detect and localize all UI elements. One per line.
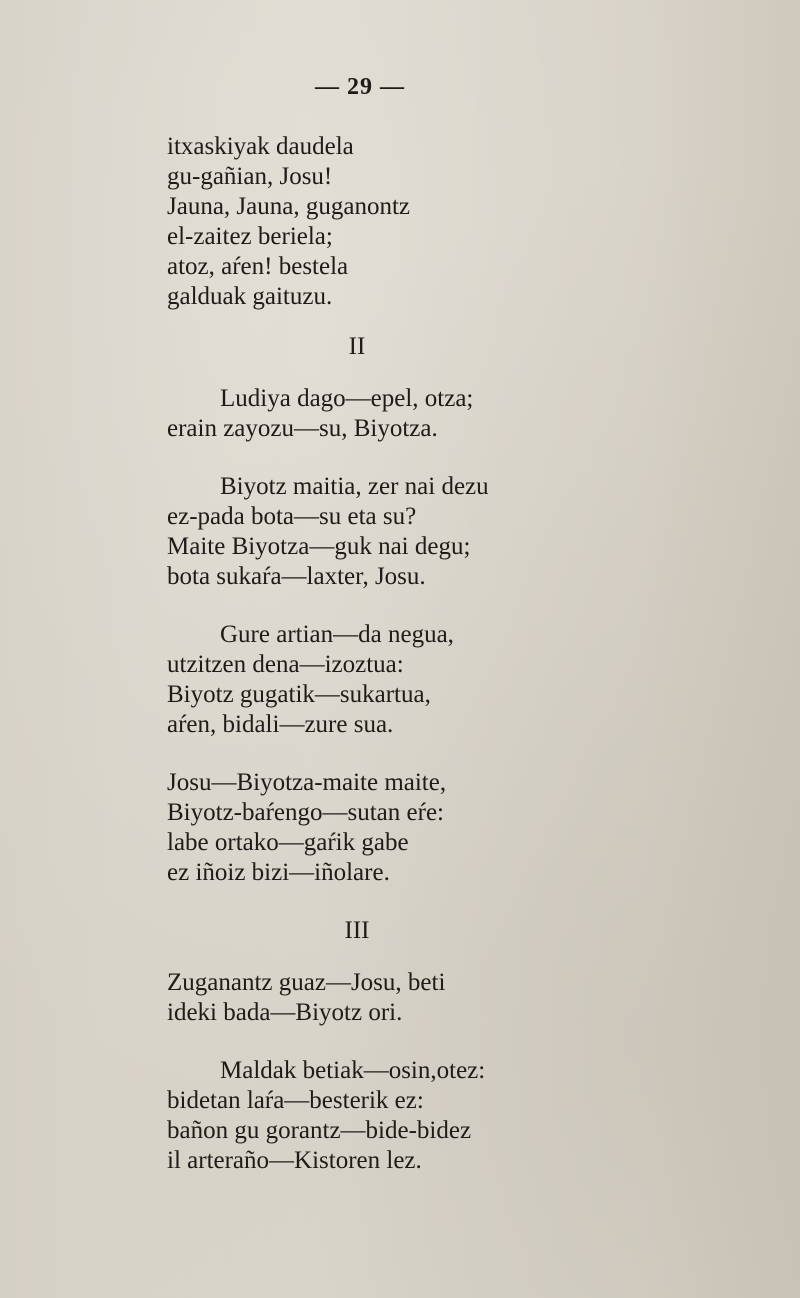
page-number: — 29 —	[315, 74, 405, 100]
verse-line: ez iñoiz bizi—iñolare.	[167, 859, 390, 886]
verse-line: Maite Biyotza—guk nai degu;	[167, 533, 471, 560]
stanza-ii-4	[167, 768, 587, 888]
verse-line: galduak gaituzu.	[167, 283, 333, 310]
verse-line: atoz, aŕen! bestela	[167, 253, 349, 280]
verse-line: Biyotz-baŕengo—sutan eŕe:	[167, 799, 444, 826]
verse-line: erain zayozu—su, Biyotza.	[167, 415, 438, 442]
section-heading-ii: II	[348, 333, 366, 360]
verse-line: Biyotz gugatik—sukartua,	[167, 681, 431, 708]
verse-line: ez-pada bota—su eta su?	[167, 503, 417, 530]
poem-text	[167, 132, 587, 1204]
verse-line: ideki bada—Biyotz ori.	[167, 999, 403, 1026]
verse-line: Biyotz maitia, zer nai dezu	[220, 473, 489, 500]
verse-line: bañon gu gorantz—bide-bidez	[167, 1117, 472, 1144]
stanza-iii-1	[167, 968, 587, 1028]
verse-line: Zuganantz guaz—Josu, beti	[167, 969, 446, 996]
verse-line: bidetan laŕa—besterik ez:	[167, 1087, 424, 1114]
verse-line: Ludiya dago—epel, otza;	[220, 385, 474, 412]
section-heading-iii: III	[344, 917, 370, 944]
verse-line: itxaskiyak daudela	[167, 133, 354, 160]
verse-line: Gure artian—da negua,	[220, 621, 454, 648]
stanza-ii-2	[167, 472, 587, 592]
verse-line: utzitzen dena—izoztua:	[167, 651, 404, 678]
verse-line: labe ortako—gaŕik gabe	[167, 829, 409, 856]
verse-line: Josu—Biyotza-maite maite,	[167, 769, 447, 796]
verse-line: Maldak betiak—osin,otez:	[220, 1057, 486, 1084]
verse-line: gu-gañian, Josu!	[167, 163, 333, 190]
verse-line: bota sukaŕa—laxter, Josu.	[167, 563, 426, 590]
stanza-iii-2	[167, 1056, 587, 1176]
verse-line: Jauna, Jauna, guganontz	[167, 193, 410, 220]
verse-line: il arteraño—Kistoren lez.	[167, 1147, 422, 1174]
stanza-ii-3	[167, 620, 587, 740]
stanza-ii-1	[167, 384, 587, 444]
stanza-intro	[167, 132, 587, 312]
verse-line: el-zaitez beriela;	[167, 223, 333, 250]
verse-line: aŕen, bidali—zure sua.	[167, 711, 394, 738]
